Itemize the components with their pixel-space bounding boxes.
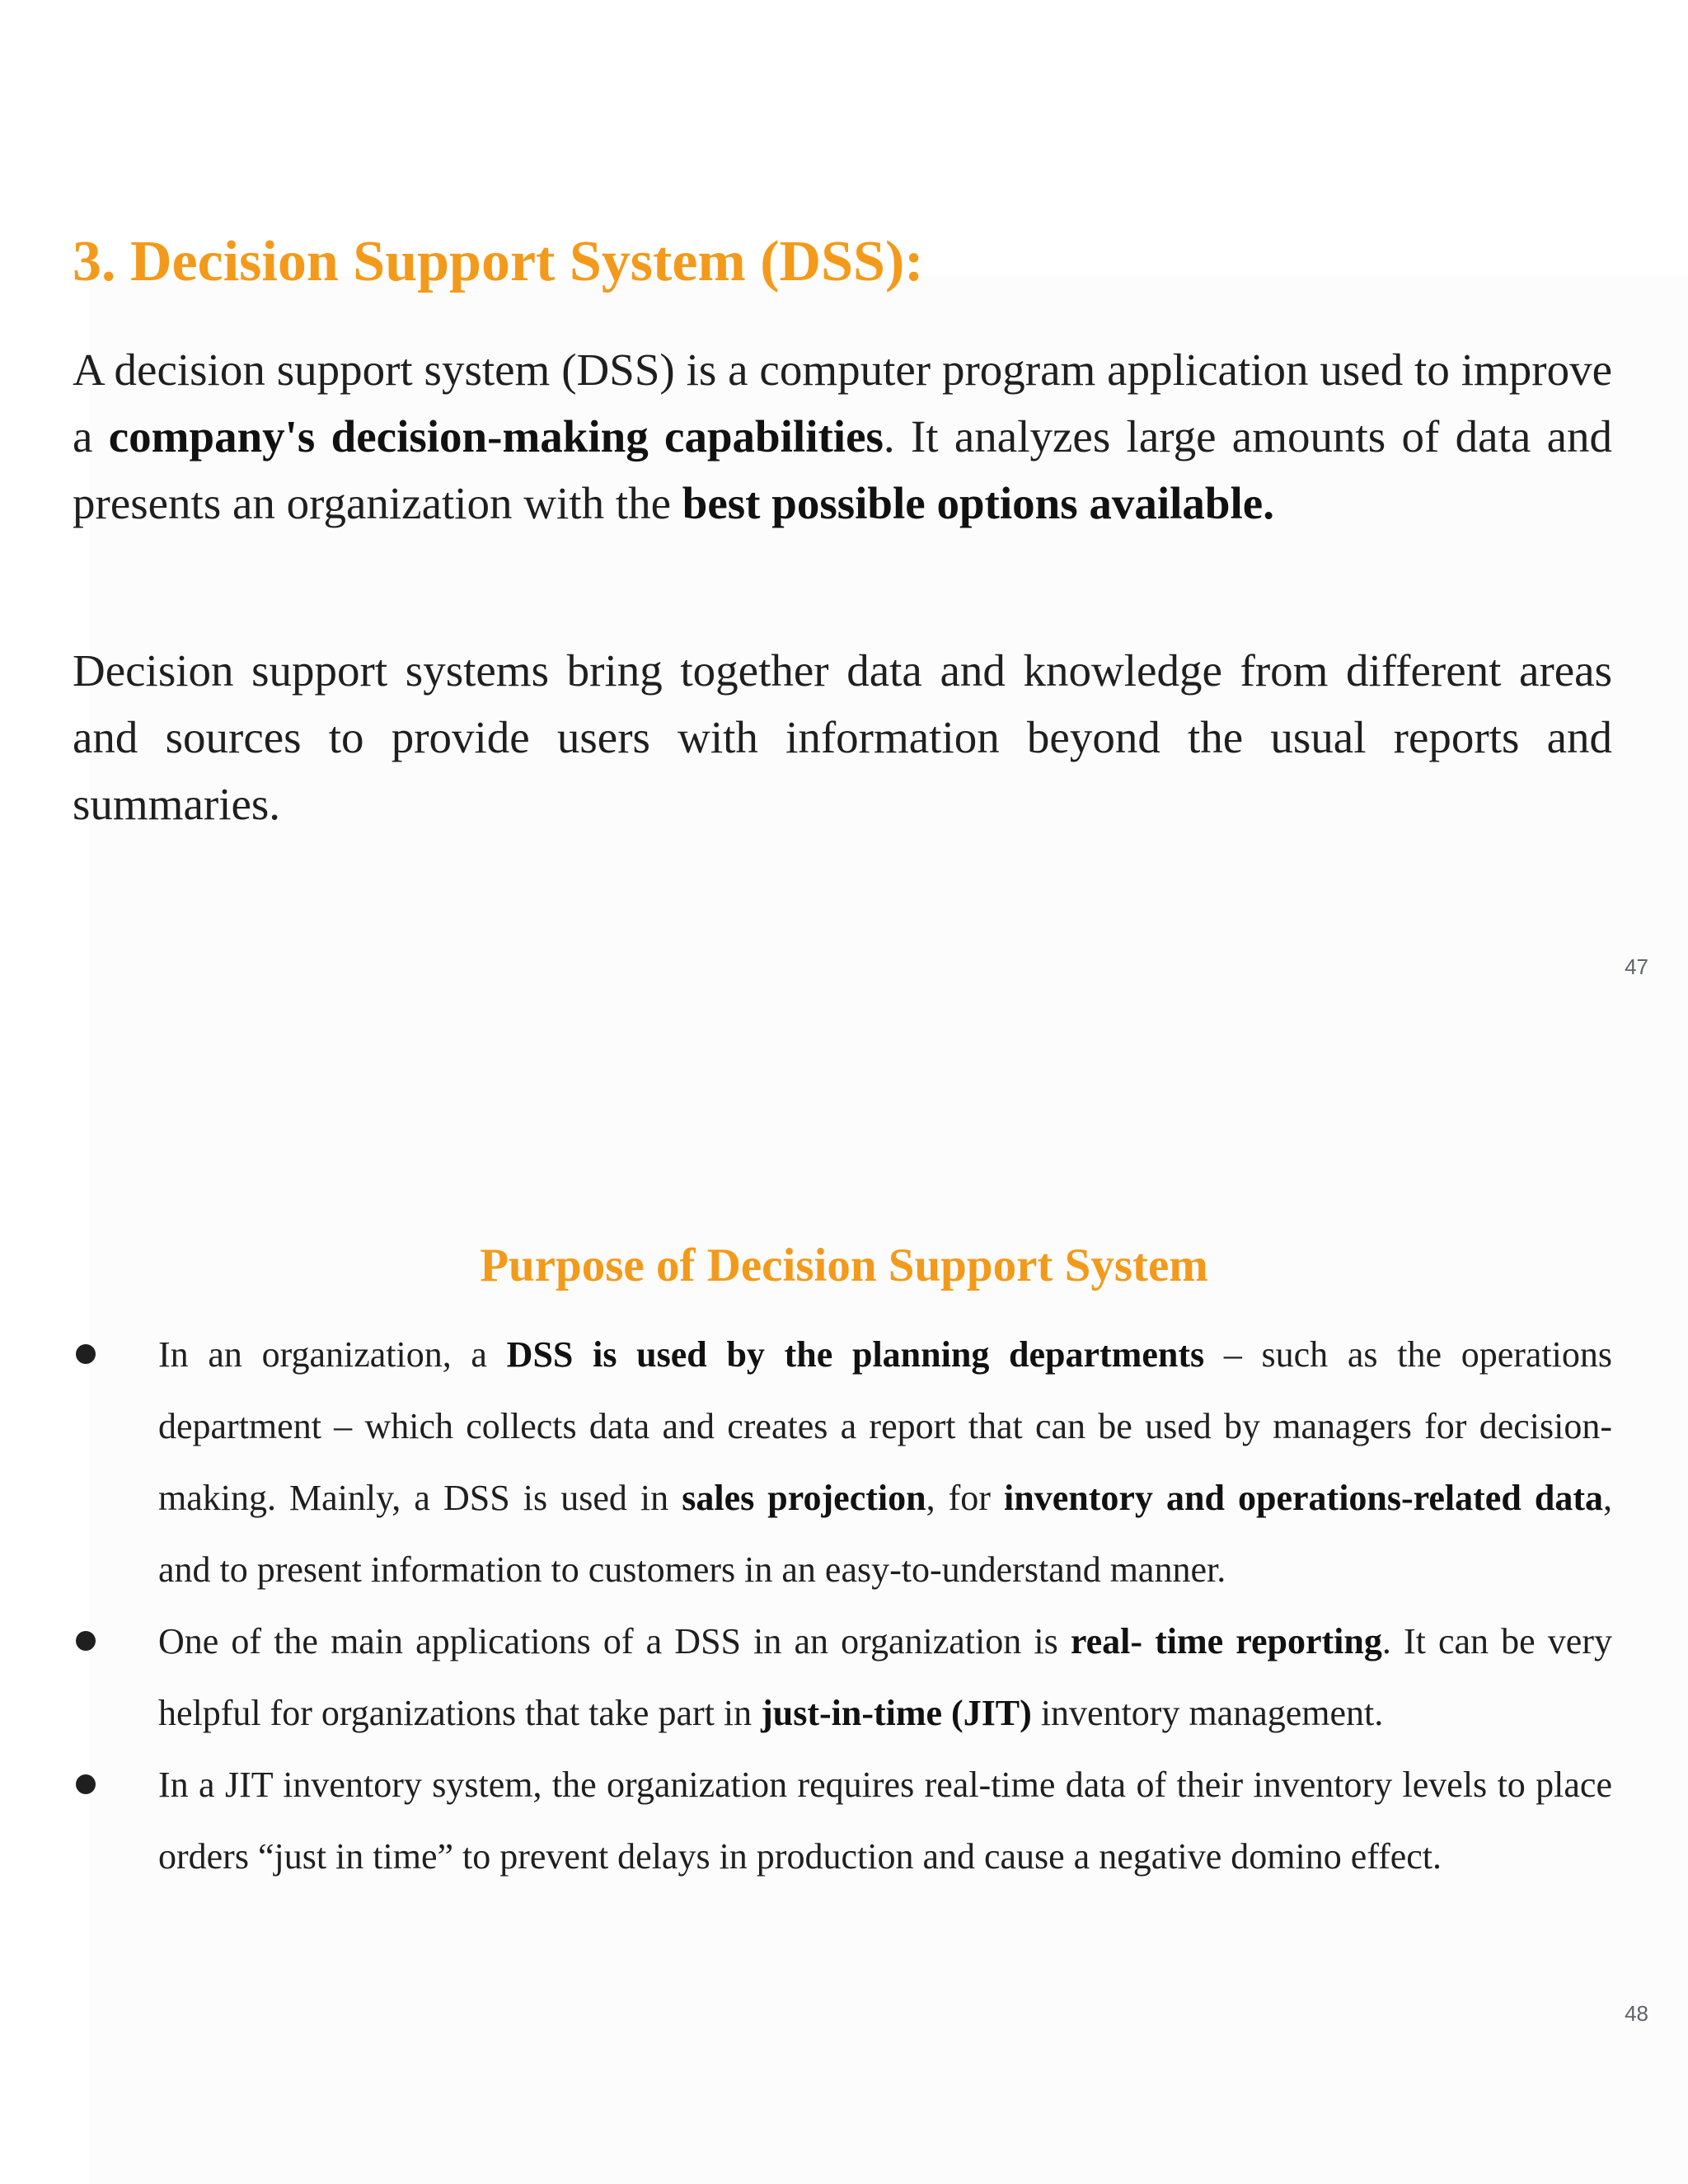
text-run: , and to present information to customers in an easy-to-understand manner.: [158, 1478, 1613, 1590]
purpose-bullet-list: [0, 1319, 1688, 1892]
bold-text-run: sales projection: [682, 1478, 926, 1518]
bullet-icon: [76, 1344, 96, 1364]
bold-text-run: real- time reporting: [1070, 1621, 1382, 1661]
bullet-text: [158, 1621, 1612, 1733]
bullet-icon: [76, 1631, 96, 1651]
paragraph-definition: [73, 336, 1612, 537]
bullet-text: [158, 1334, 1612, 1590]
bullet-item: [0, 1605, 1612, 1749]
bold-text-run: best possible options available.: [682, 478, 1274, 528]
slide-47: [0, 0, 1688, 1063]
bullet-item: [0, 1319, 1612, 1605]
bold-text-run: DSS is used by the planning departments: [506, 1334, 1205, 1375]
text-run: inventory management.: [1031, 1693, 1384, 1733]
text-run: – such as the operations department – which collects data and creates a report that can be used by managers for decision-making. Mainly, a DSS is used in: [158, 1334, 1612, 1518]
text-run: . It can be very helpful for organizations that take part in: [158, 1621, 1612, 1733]
section-heading: 3. Decision Support System (DSS):: [73, 230, 924, 293]
text-run: Decision support systems bring together data and knowledge from different areas and sources to provide users with information beyond the usual reports and summaries.: [73, 645, 1612, 829]
page-number: 48: [1625, 2001, 1648, 2026]
paragraph-description: [73, 637, 1612, 837]
bullet-item: [0, 1749, 1612, 1892]
text-run: In an organization, a: [158, 1334, 507, 1375]
text-run: One of the main applications of a DSS in an organization is: [158, 1621, 1071, 1661]
bold-text-run: company's decision-making capabilities: [108, 411, 884, 462]
slide-48: [0, 1063, 1688, 2184]
text-run: A decision support system (DSS) is a computer program application used to improve a: [73, 344, 1612, 462]
page-number: 47: [1625, 954, 1648, 979]
text-run: , for: [926, 1478, 1005, 1518]
bold-text-run: inventory and operations-related data: [1004, 1478, 1604, 1518]
bold-text-run: just-in-time (JIT): [761, 1693, 1032, 1733]
text-run: . It analyzes large amounts of data and presents an organization with the: [73, 411, 1612, 528]
bullet-text: [158, 1765, 1612, 1877]
bullet-icon: [76, 1774, 96, 1794]
text-run: In a JIT inventory system, the organization requires real-time data of their inventory levels to place orders “just in time” to prevent delays in production and cause a negative domino effect.: [158, 1765, 1612, 1877]
purpose-heading: Purpose of Decision Support System: [480, 1240, 1208, 1291]
